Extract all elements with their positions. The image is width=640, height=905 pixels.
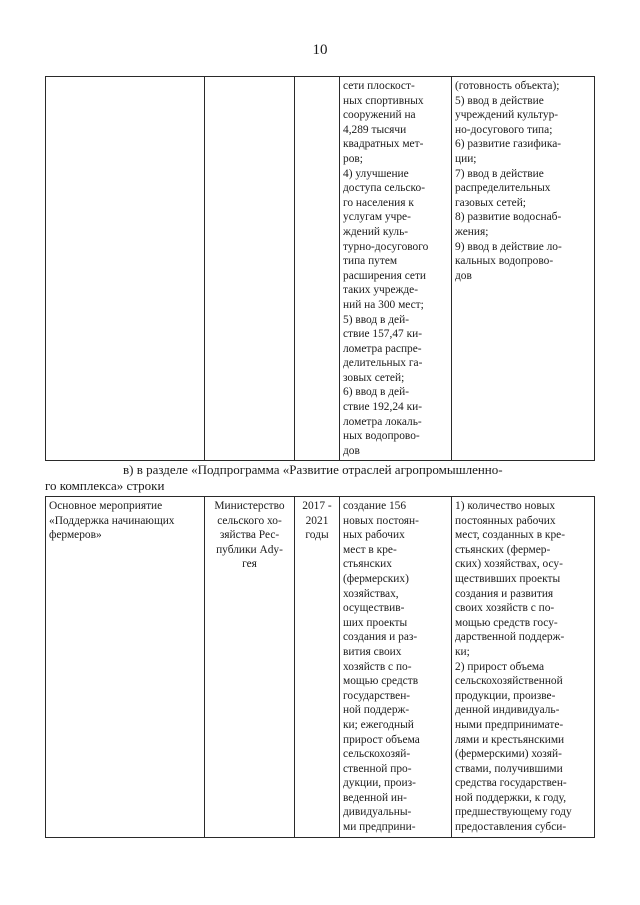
table2-indicators-line: своих хозяйств с по- bbox=[455, 602, 555, 615]
table2-results-line: ших проекты bbox=[343, 616, 408, 629]
table1-results-line: делительных га- bbox=[343, 357, 423, 370]
table2-results-line: новых постоян- bbox=[343, 514, 419, 527]
table1-indicators-line: 8) развитие водоснаб- bbox=[455, 211, 562, 224]
table1-results-line: турно-досугового bbox=[343, 240, 429, 253]
table2-indicators-line: дарственной поддерж- bbox=[455, 631, 565, 644]
table2-results-line: ственной про- bbox=[343, 762, 412, 775]
table2-indicators-line: лями и крестьянскими bbox=[455, 733, 565, 746]
table1-indicators-line: 5) ввод в действие bbox=[455, 94, 544, 107]
table2-results-line: хозяйств с по- bbox=[343, 660, 412, 673]
table2-results-line: мощью средств bbox=[343, 675, 419, 688]
table1-results-line: зовых сетей; bbox=[343, 371, 405, 384]
table1-cell-indicators bbox=[452, 77, 595, 461]
table2-results-line: хозяйствах, bbox=[343, 587, 399, 600]
table1-results-line: услугам учре- bbox=[343, 211, 411, 224]
table2-indicators-line: ной поддержки, к году, bbox=[455, 791, 567, 804]
table2-results-line: сельскохозяй- bbox=[343, 748, 411, 761]
table1-indicators-line: учреждений культур- bbox=[455, 109, 559, 122]
table2-results-line: государствен- bbox=[343, 689, 411, 702]
page-number: 10 bbox=[312, 42, 328, 58]
table2-cell-indicators bbox=[452, 497, 595, 838]
table1-indicators-line: 9) ввод в действие ло- bbox=[455, 240, 562, 253]
table2-results-line: ной поддерж- bbox=[343, 704, 410, 717]
table1-results-line: ствие 157,47 ки- bbox=[343, 328, 423, 341]
table1-indicators-line: кальных водопрово- bbox=[455, 255, 554, 268]
table2-executor-line: гея bbox=[242, 558, 257, 571]
table2-cell-executor bbox=[205, 497, 295, 838]
table2-indicators-line: денной индивидуаль- bbox=[455, 704, 560, 717]
table1-results-line: 4,289 тысячи bbox=[343, 123, 407, 136]
table2-indicators-line: продукции, произве- bbox=[455, 689, 556, 702]
table2-results-line: ки; ежегодный bbox=[343, 718, 414, 731]
table2-indicators-line: ществивших проекты bbox=[455, 572, 561, 585]
table2-period-line: годы bbox=[305, 529, 329, 542]
table2-indicators-line: ки; bbox=[455, 645, 470, 658]
table1-results-line: ствие 192,24 ки- bbox=[343, 401, 423, 414]
table1-indicators-line: но-досугового типа; bbox=[455, 123, 553, 136]
table1-indicators-line: ции; bbox=[455, 152, 477, 165]
table2-executor-line: публики Ady- bbox=[216, 543, 283, 556]
table1-results-line: сети плоскост- bbox=[343, 80, 415, 92]
table2-results-line: веденной ин- bbox=[343, 791, 407, 804]
table1-results-line: лометра распре- bbox=[343, 342, 422, 355]
table2-indicators-line: средства государствен- bbox=[455, 777, 567, 790]
table2-indicators-line: ских) хозяйствах, осу- bbox=[455, 558, 563, 571]
table2-results-line: прирост объема bbox=[343, 733, 420, 746]
table1-results-line: сооружений на bbox=[343, 109, 416, 122]
table1-indicators-line: 7) ввод в действие bbox=[455, 167, 544, 180]
table2-indicators-line: создания и развития bbox=[455, 587, 554, 600]
measures-table-new-rows bbox=[45, 496, 595, 838]
table2-results-line: вития своих bbox=[343, 645, 402, 658]
table1-results-line: лометра локаль- bbox=[343, 415, 422, 428]
table2-indicators-line: мощью средств госу- bbox=[455, 616, 558, 629]
table1-results-line: таких учрежде- bbox=[343, 284, 419, 297]
table2-results-line: создания и раз- bbox=[343, 631, 418, 644]
table2-executor-line: сельского хо- bbox=[217, 514, 282, 527]
table1-cell-expected-results bbox=[340, 77, 452, 461]
table1-results-line: 5) ввод в дей- bbox=[343, 313, 409, 326]
table1-indicators-line: газовых сетей; bbox=[455, 196, 526, 209]
table1-indicators-line: распределительных bbox=[455, 182, 551, 195]
table2-indicators-line: мест, созданных в кре- bbox=[455, 529, 566, 542]
table2-cell-expected-results bbox=[340, 497, 452, 838]
table2-executor-line: зяйства Рес- bbox=[219, 529, 280, 542]
table2-period-line: 2017 - bbox=[302, 500, 332, 512]
table-row bbox=[46, 497, 595, 838]
table2-results-line: дукции, произ- bbox=[343, 777, 416, 790]
table1-cell-event bbox=[46, 77, 205, 461]
table2-indicators-line: стьянских (фермер- bbox=[455, 543, 551, 556]
table2-period-line: 2021 bbox=[305, 514, 329, 527]
table2-results-line: создание 156 bbox=[343, 500, 407, 512]
table1-results-line: ров; bbox=[343, 152, 363, 165]
table1-results-line: ний на 300 мест; bbox=[343, 298, 424, 311]
table2-executor-line: Министерство bbox=[214, 500, 285, 512]
table1-results-line: расширения сети bbox=[343, 269, 427, 282]
table2-indicators-line: 1) количество новых bbox=[455, 500, 556, 512]
section-heading-line-2: го комплекса» строки bbox=[45, 478, 165, 493]
table2-event-line: «Поддержка начинающих bbox=[49, 514, 175, 527]
table2-event-line: фермеров» bbox=[49, 529, 102, 542]
table1-results-line: ждений куль- bbox=[343, 225, 409, 238]
table1-indicators-line: жения; bbox=[455, 225, 489, 238]
table2-indicators-line: (фермерскими) хозяй- bbox=[455, 748, 562, 761]
section-heading-text-1: в) в разделе «Подпрограмма «Развитие отраслей агропромышленно- bbox=[123, 462, 503, 477]
table2-indicators-line: ными предпринимате- bbox=[455, 718, 564, 731]
table2-results-line: стьянских bbox=[343, 558, 392, 571]
table2-indicators-line: постоянных рабочих bbox=[455, 514, 556, 527]
table2-cell-period bbox=[295, 497, 340, 838]
table2-results-line: ми предприни- bbox=[343, 821, 416, 834]
table1-cell-executor bbox=[205, 77, 295, 461]
table2-results-line: дивидуальны- bbox=[343, 806, 412, 819]
table-row bbox=[46, 77, 595, 461]
table1-results-line: 4) улучшение bbox=[343, 167, 409, 180]
table2-indicators-line: предшествующему году bbox=[455, 806, 572, 819]
table1-indicators-line: 6) развитие газифика- bbox=[455, 138, 562, 151]
table1-results-line: ных водопрово- bbox=[343, 430, 420, 443]
table1-cell-period bbox=[295, 77, 340, 461]
table2-results-line: ных рабочих bbox=[343, 529, 405, 542]
section-heading bbox=[45, 462, 594, 494]
table2-indicators-line: предоставления субси- bbox=[455, 821, 567, 834]
table1-results-line: доступа сельско- bbox=[343, 182, 425, 195]
table1-results-line: го населения к bbox=[343, 196, 414, 209]
table1-results-line: дов bbox=[343, 444, 360, 457]
table1-indicators-line: (готовность объекта); bbox=[455, 80, 560, 92]
table2-cell-event bbox=[46, 497, 205, 838]
table2-results-line: (фермерских) bbox=[343, 572, 409, 585]
table2-event-line: Основное мероприятие bbox=[49, 500, 163, 512]
table2-indicators-line: сельскохозяйственной bbox=[455, 675, 563, 688]
table1-results-line: квадратных мет- bbox=[343, 138, 424, 151]
measures-table-continued bbox=[45, 76, 595, 461]
table2-indicators-line: ствами, получившими bbox=[455, 762, 563, 775]
table2-indicators-line: 2) прирост объема bbox=[455, 660, 545, 673]
table2-results-line: мест в кре- bbox=[343, 543, 397, 556]
table1-results-line: типа путем bbox=[343, 255, 398, 268]
table1-results-line: ных спортивных bbox=[343, 94, 424, 107]
table2-results-line: осуществив- bbox=[343, 602, 405, 615]
section-heading-line-1 bbox=[45, 462, 594, 478]
table1-results-line: 6) ввод в дей- bbox=[343, 386, 409, 399]
table1-indicators-line: дов bbox=[455, 269, 472, 282]
